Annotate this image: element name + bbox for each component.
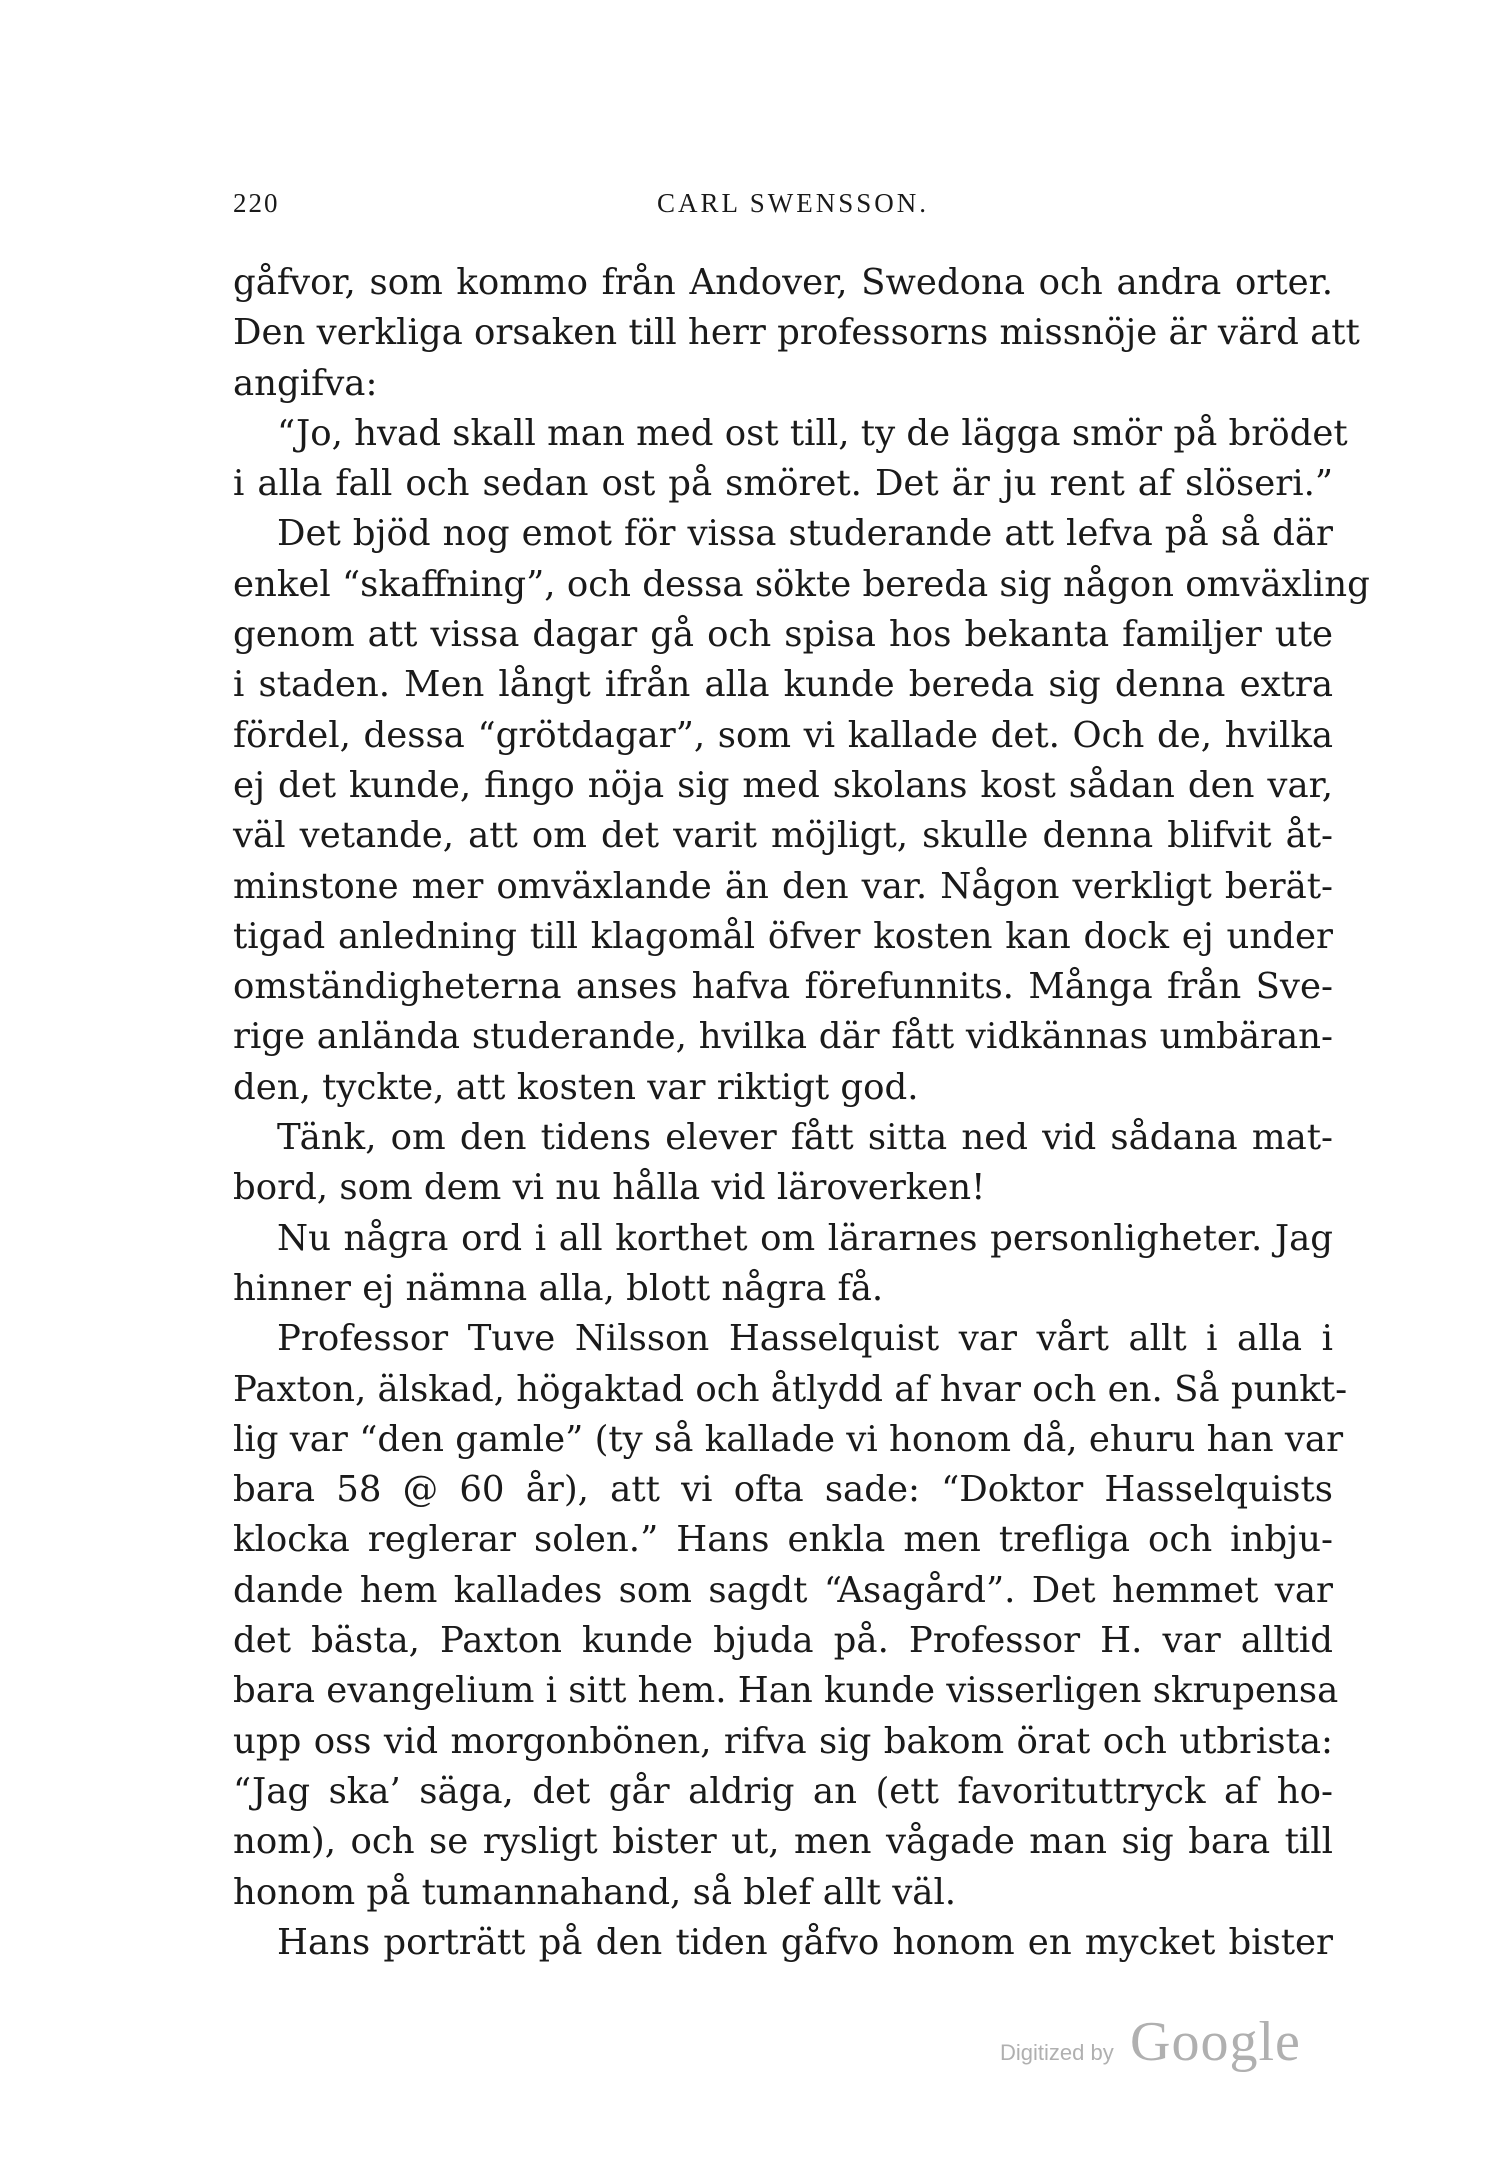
text-line: honom på tumannahand, så blef allt väl. xyxy=(233,1871,957,1913)
text-line: Nu några ord i all korthet om lärarnes personligheter. Jag xyxy=(277,1217,1333,1259)
page-number: 220 xyxy=(233,188,280,218)
google-logo: Google xyxy=(1130,2011,1301,2073)
text-line: Tänk, om den tidens elever fått sitta ned vid sådana mat- xyxy=(277,1117,1333,1159)
text-line: det bästa, Paxton kunde bjuda på. Professor H. var alltid xyxy=(233,1620,1333,1662)
text-line: bord, som dem vi nu hålla vid läroverken! xyxy=(233,1167,986,1209)
running-head xyxy=(233,188,1333,228)
text-line: Den verkliga orsaken till herr professorns missnöje är värd att xyxy=(233,312,1360,354)
text-line: minstone mer omväxlande än den var. Någon verkligt berät- xyxy=(233,865,1333,907)
text-line: gåfvor, som kommo från Andover, Swedona och andra orter. xyxy=(233,262,1333,303)
text-line: nom), och se rysligt bister ut, men vågade man sig bara till xyxy=(233,1821,1333,1863)
text-line: lig var “den gamle” (ty så kallade vi honom då, ehuru han var xyxy=(233,1418,1344,1460)
text-line: väl vetande, att om det varit möjligt, skulle denna blifvit åt- xyxy=(233,815,1333,857)
digitized-by-google-watermark xyxy=(1000,2010,1330,2080)
text-line: enkel “skaffning”, och dessa sökte bereda sig någon omväxling xyxy=(233,563,1370,605)
text-line: hinner ej nämna alla, blott några få. xyxy=(233,1267,884,1309)
running-title: CARL SWENSSON. xyxy=(656,188,930,218)
text-line: i alla fall och sedan ost på smöret. Det är ju rent af slöseri.” xyxy=(233,463,1333,505)
text-line: bara evangelium i sitt hem. Han kunde visserligen skrupensa xyxy=(233,1670,1339,1712)
text-line: tigad anledning till klagomål öfver kosten kan dock ej under xyxy=(233,915,1333,957)
text-line: omständigheterna anses hafva förefunnits. Många från Sve- xyxy=(233,966,1333,1008)
text-line: angifva: xyxy=(233,362,378,404)
text-line: ej det kunde, fingo nöja sig med skolans kost sådan den var, xyxy=(233,764,1333,806)
text-line: i staden. Men långt ifrån alla kunde bereda sig denna extra xyxy=(233,664,1333,706)
text-line: Hans porträtt på den tiden gåfvo honom en mycket bister xyxy=(277,1921,1333,1963)
text-line: den, tyckte, att kosten var riktigt god. xyxy=(233,1066,919,1108)
text-line: “Jag ska’ säga, det går aldrig an (ett favorituttryck af ho- xyxy=(233,1770,1333,1812)
text-line: Det bjöd nog emot för vissa studerande att lefva på så där xyxy=(277,513,1333,555)
text-line: dande hem kallades som sagdt “Asagård”. Det hemmet var xyxy=(233,1569,1333,1611)
text-line: Paxton, älskad, högaktad och åtlydd af hvar och en. Så punkt- xyxy=(233,1368,1348,1410)
text-line: genom att vissa dagar gå och spisa hos bekanta familjer ute xyxy=(233,614,1333,656)
text-line: Professor Tuve Nilsson Hasselquist var vårt allt i alla i xyxy=(277,1318,1333,1360)
digitized-label: Digitized by xyxy=(1000,2040,1114,2065)
text-line: fördel, dessa “grötdagar”, som vi kallade det. Och de, hvilka xyxy=(233,714,1333,756)
text-line: upp oss vid morgonbönen, rifva sig bakom örat och utbrista: xyxy=(233,1720,1333,1762)
text-line: klocka reglerar solen.” Hans enkla men trefliga och inbju- xyxy=(233,1519,1333,1561)
text-line: “Jo, hvad skall man med ost till, ty de lägga smör på brödet xyxy=(277,412,1348,454)
text-line: bara 58 @ 60 år), att vi ofta sade: “Doktor Hasselquists xyxy=(233,1469,1333,1511)
body-text xyxy=(233,258,1370,1968)
text-line: rige anlända studerande, hvilka där fått vidkännas umbäran- xyxy=(233,1016,1333,1058)
